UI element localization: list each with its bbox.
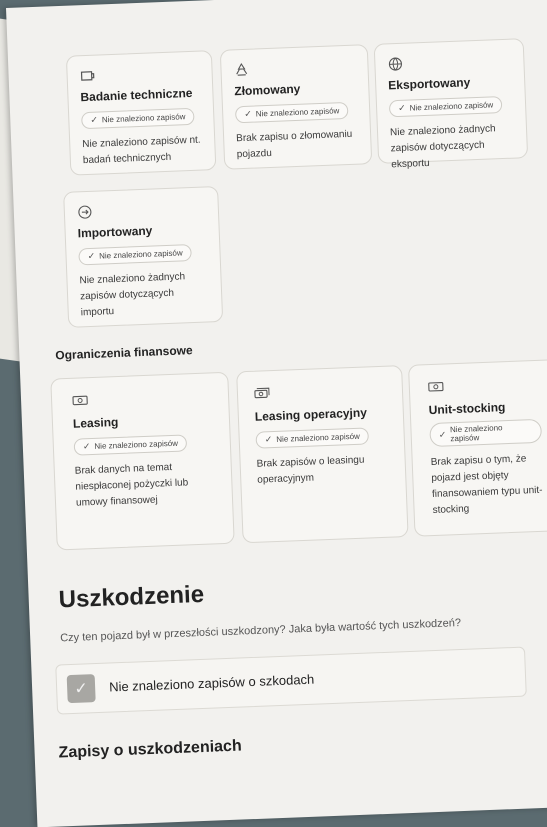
badge-label: Nie znaleziono zapisów — [98, 248, 183, 261]
card-scrapped — [220, 44, 372, 170]
card-description: Brak zapisu o złomowaniu pojazdu — [235, 128, 353, 161]
badge-label: Nie znaleziono zapisów — [101, 112, 186, 125]
card-title: Leasing — [72, 414, 119, 431]
damage-subtitle: Czy ten pojazd był w przeszłości uszkodzony? Jaka była wartość tych uszkodzeń? — [60, 616, 462, 645]
card-unit-stocking — [408, 359, 547, 537]
badge-label: Nie znaleziono zapisów — [255, 106, 340, 119]
card-leasing — [50, 372, 234, 551]
card-title: Złomowany — [234, 81, 301, 99]
check-icon: ✓ — [264, 434, 273, 445]
card-description: Brak zapisu o tym, że pojazd jest objęty finansowaniem typu unit-stocking — [430, 453, 543, 516]
card-description: Nie znaleziono zapisów nt. badań technicznych — [82, 134, 201, 167]
finance-heading: Ograniczenia finansowe — [55, 343, 193, 363]
status-badge — [389, 96, 503, 117]
status-badge — [74, 434, 188, 455]
money-stack-icon — [254, 385, 271, 402]
card-description: Brak zapisów o leasingu operacyjnym — [256, 454, 365, 486]
card-title: Leasing operacyjny — [254, 405, 368, 424]
card-title: Eksportowany — [387, 75, 471, 93]
checkbox-checked[interactable] — [67, 674, 96, 703]
record-label: Nie znaleziono zapisów o szkodach — [108, 671, 315, 695]
badge-label: Nie znaleziono zapisów — [276, 431, 361, 444]
check-icon: ✓ — [82, 441, 91, 452]
damage-record-row — [55, 647, 527, 715]
check-icon: ✓ — [90, 114, 99, 125]
card-title: Importowany — [77, 223, 153, 241]
status-badge — [81, 108, 195, 129]
card-description: Brak danych na temat niespłaconej pożyczki lub umowy finansowej — [74, 461, 189, 509]
card-exported — [374, 38, 528, 171]
check-icon: ✓ — [244, 108, 252, 119]
money-icon — [428, 378, 445, 395]
check-icon: ✓ — [438, 428, 447, 440]
globe-arrow-icon — [77, 204, 94, 221]
card-description: Nie znaleziono żadnych zapisów dotyczących importu — [79, 271, 186, 319]
report-page — [6, 0, 547, 827]
damage-records-heading: Zapisy o uszkodzeniach — [58, 737, 242, 762]
card-description: Nie znaleziono żadnych zapisów dotyczących eksportu — [389, 123, 496, 171]
badge-label: Nie znaleziono zapisów — [94, 438, 179, 451]
damage-title: Uszkodzenie — [58, 580, 205, 614]
globe-icon — [387, 56, 404, 73]
badge-label: Nie znaleziono zapisów — [449, 423, 503, 444]
check-icon: ✓ — [397, 102, 406, 114]
check-icon: ✓ — [74, 680, 89, 698]
badge-label: Nie znaleziono zapisów — [409, 100, 494, 113]
inspection-icon — [79, 68, 96, 85]
card-inspection — [66, 50, 216, 176]
card-operating-lease — [236, 365, 408, 543]
recycle-icon — [233, 62, 250, 79]
card-title: Badanie techniczne — [80, 85, 193, 105]
status-badge — [429, 419, 542, 447]
status-badge — [255, 427, 369, 448]
status-badge — [78, 244, 192, 265]
card-title: Unit-stocking — [428, 400, 506, 418]
check-icon: ✓ — [87, 250, 96, 262]
money-icon — [72, 392, 89, 409]
status-badge — [235, 102, 349, 123]
card-imported — [63, 186, 223, 328]
